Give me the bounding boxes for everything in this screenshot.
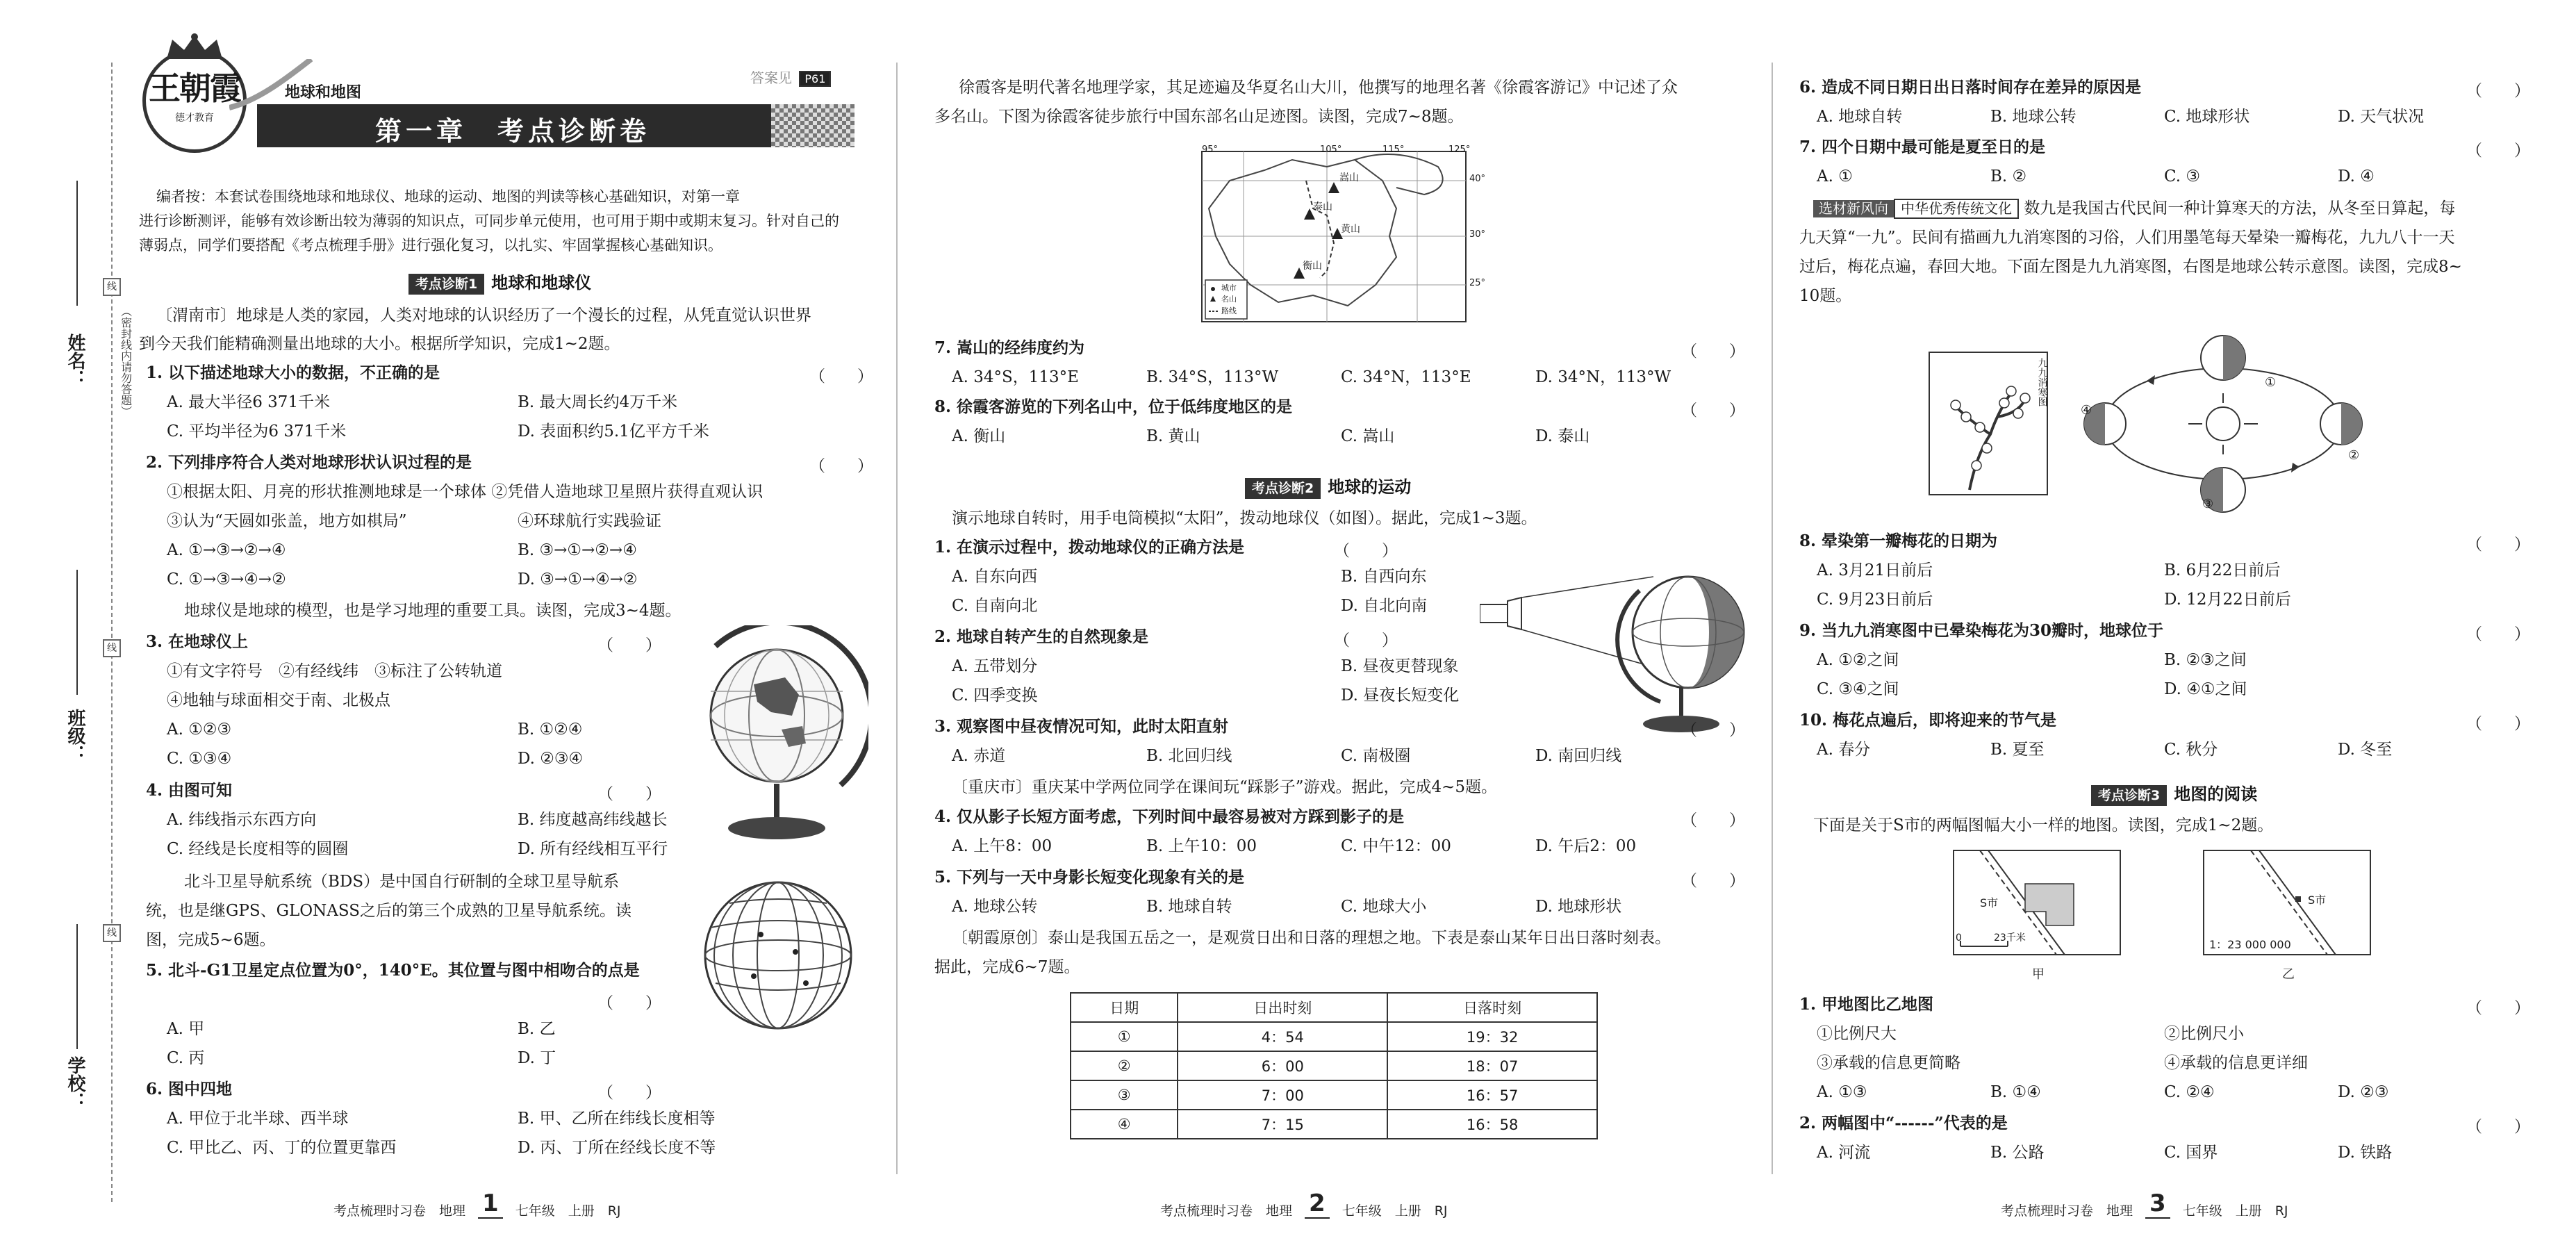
- answer-reference: [750, 69, 828, 87]
- badge-title: 地球和地球仪: [491, 273, 592, 293]
- editor-note-line: 薄弱点，同学们要搭配《考点梳理手册》进行强化复习，以扎实、牢固掌握核心基础知识。: [139, 237, 723, 254]
- option[interactable]: A. ①→③→②→④: [167, 541, 286, 559]
- option[interactable]: D. 丙、丁所在经线长度不等: [518, 1139, 716, 1157]
- option[interactable]: D. 午后2：00: [1535, 837, 1637, 855]
- map-name: 甲: [2032, 967, 2045, 982]
- option[interactable]: B. ②: [1990, 167, 2027, 186]
- legend-label: 城市: [1221, 283, 1237, 293]
- option[interactable]: B. ①④: [1990, 1083, 2041, 1101]
- seal-notice: （密封线内请勿答题）: [119, 306, 133, 417]
- demo-intro: 演示地球自转时，用手电筒模拟“太阳”，拨动地球仪（如图）。据此，完成1~3题。: [952, 509, 1537, 527]
- option[interactable]: B. 6月22日前后: [2164, 561, 2281, 579]
- option[interactable]: A. 最大半径6 371千米: [167, 393, 331, 411]
- question-items: ①比例尺大: [1817, 1025, 1897, 1043]
- question-items: ④承载的信息更详细: [2164, 1054, 2308, 1072]
- answer-blank[interactable]: （ ）: [1681, 872, 1745, 890]
- orbit-label: ①: [2265, 375, 2277, 390]
- option[interactable]: D. 地球形状: [1535, 898, 1622, 916]
- table-row: [1071, 1022, 1597, 1051]
- option[interactable]: D. 铁路: [2338, 1144, 2393, 1162]
- mountain-label: 泰山: [1313, 201, 1332, 213]
- option[interactable]: A. 纬线指示东西方向: [167, 811, 317, 829]
- topic-badge-1: [408, 272, 591, 293]
- mountain-label: 黄山: [1341, 224, 1360, 235]
- option[interactable]: B. 纬度越高纬线越长: [518, 811, 668, 829]
- culture-intro: 10题。: [1799, 287, 1852, 305]
- binding-margin: [0, 0, 133, 1243]
- intro-line: 到今天我们能精确测量出地球的大小。根据所学知识，完成1~2题。: [139, 335, 620, 353]
- class-line: [76, 570, 78, 695]
- question-1: 1. 以下描述地球大小的数据，不正确的是: [146, 363, 440, 382]
- option[interactable]: A. 地球公转: [952, 898, 1038, 916]
- answer-blank[interactable]: （ ）: [2466, 715, 2530, 733]
- answer-blank[interactable]: （ ）: [809, 368, 873, 386]
- table-cell: 16：57: [1387, 1080, 1597, 1110]
- option[interactable]: D. 昼夜长短变化: [1341, 686, 1460, 705]
- option[interactable]: B. 夏至: [1990, 741, 2045, 759]
- seal-marker: 线: [103, 924, 121, 942]
- question-items: ④地轴与球面相交于南、北极点: [167, 691, 390, 709]
- option[interactable]: B. ①②④: [518, 721, 583, 739]
- page-number: 1: [478, 1190, 503, 1219]
- bds-intro: 图，完成5~6题。: [146, 931, 276, 949]
- question-2: 2. 下列排序符合人类对地球形状认识过程的是: [146, 453, 472, 472]
- answer-blank[interactable]: （ ）: [1681, 402, 1745, 420]
- option[interactable]: A. 34°S，113°E: [952, 368, 1079, 386]
- page-footer: [333, 1190, 621, 1223]
- question-items: ③认为“天圆如张盖，地方如棋局”: [167, 512, 407, 530]
- question-2: 2. 地球自转产生的自然现象是: [934, 627, 1149, 646]
- answer-blank[interactable]: （ ）: [2466, 1118, 2530, 1136]
- question-10: 10. 梅花点遍后，即将迎来的节气是: [1799, 711, 2057, 730]
- seal-marker: 线: [103, 639, 121, 657]
- option[interactable]: D. ③→①→④→②: [518, 570, 638, 588]
- badge-key: 考点诊断2: [1245, 478, 1321, 499]
- map-city-label: S市: [2308, 894, 2327, 907]
- orbit-label: ③: [2202, 497, 2214, 511]
- option[interactable]: C. ②④: [2164, 1083, 2215, 1101]
- option[interactable]: C. ①→③→④→②: [167, 570, 286, 588]
- badge-title: 地图的阅读: [2174, 784, 2258, 804]
- option[interactable]: A. 甲位于北半球、西半球: [167, 1110, 349, 1128]
- map-lon-label: 95°: [1202, 145, 1219, 155]
- table-row: [1071, 1051, 1597, 1080]
- option[interactable]: A. ①③: [1817, 1083, 1867, 1101]
- question-items: ④环球航行实践验证: [518, 512, 661, 530]
- answer-blank[interactable]: （ ）: [1681, 812, 1745, 830]
- option[interactable]: C. 丙: [167, 1049, 205, 1067]
- xu-intro: 徐霞客是明代著名地理学家，其足迹遍及华夏名山大川，他撰写的地理名著《徐霞客游记》中记述了众: [959, 79, 1678, 97]
- question-1: 1. 甲地图比乙地图: [1799, 995, 1934, 1014]
- table-cell: 4：54: [1178, 1022, 1387, 1051]
- option[interactable]: D. 泰山: [1535, 427, 1590, 445]
- culture-intro: 过后，梅花点遍，春回大地。下面左图是九九消寒图，右图是地球公转示意图。读图，完成8~: [1799, 258, 2462, 276]
- sunrise-sunset-table: [1070, 992, 1598, 1139]
- answer-blank[interactable]: （ ）: [1334, 632, 1398, 650]
- editor-note-line: 编者按：本套试卷围绕地球和地球仪、地球的运动、地图的判读等核心基础知识，对第一章: [156, 188, 740, 205]
- taishan-intro: 〔朝霞原创〕泰山是我国五岳之一，是观赏日出和日落的理想之地。下表是泰山某年日出日落时刻表。: [952, 929, 1671, 947]
- table-header: 日期: [1071, 993, 1178, 1022]
- culture-intro-text: 数九是我国古代民间一种计算寒天的方法，从冬至日算起，每: [2024, 199, 2456, 217]
- option[interactable]: D. 天气状况: [2338, 108, 2425, 126]
- editor-note-line: 进行诊断测评，能够有效诊断出较为薄弱的知识点，可同步单元使用，也可用于期中或期末复习。针对自己的: [139, 213, 839, 229]
- intro-line: 〔渭南市〕地球是人类的家园，人类对地球的认识经历了一个漫长的过程，从凭直觉认识世界: [156, 306, 811, 324]
- table-row: [1071, 1110, 1597, 1139]
- table-cell: ②: [1071, 1051, 1178, 1080]
- option[interactable]: D. 丁: [518, 1049, 556, 1067]
- footer-right: 七年级 上册 RJ: [515, 1203, 621, 1219]
- option[interactable]: C. 嵩山: [1341, 427, 1395, 445]
- map-scale-zero: 0: [1956, 932, 1962, 944]
- page-number: 3: [2145, 1190, 2170, 1219]
- plum-blossom-figure: [1928, 351, 2049, 497]
- map-jia-figure: [1952, 849, 2126, 960]
- option[interactable]: A. 河流: [1817, 1144, 1871, 1162]
- answer-blank[interactable]: （ ）: [2466, 142, 2530, 160]
- page-footer: [1160, 1190, 1448, 1223]
- question-9: 9. 当九九消寒图中已晕染梅花为30瓣时，地球位于: [1799, 621, 2164, 640]
- option[interactable]: A. 五带划分: [952, 657, 1038, 675]
- class-label: 班级：: [65, 709, 85, 763]
- option[interactable]: B. 34°S，113°W: [1146, 368, 1279, 386]
- tag-culture: 中华优秀传统文化: [1894, 199, 2019, 219]
- answer-blank[interactable]: （ ）: [809, 457, 873, 475]
- option[interactable]: C. 地球形状: [2164, 108, 2250, 126]
- answer-blank[interactable]: （ ）: [597, 636, 661, 655]
- name-label: 姓名：: [65, 334, 85, 388]
- crown-icon: [160, 33, 229, 60]
- desk-globe-figure: [688, 625, 868, 848]
- option[interactable]: B. 黄山: [1146, 427, 1200, 445]
- option[interactable]: B. 上午10：00: [1146, 837, 1257, 855]
- question-5: 5. 北斗-G1卫星定点位置为0°，140°E。其位置与图中相吻合的点是: [146, 961, 640, 980]
- bds-intro: 统，也是继GPS、GLONASS之后的第三个成熟的卫星导航系统。读: [146, 902, 631, 920]
- option[interactable]: B. 地球公转: [1990, 108, 2077, 126]
- answer-blank[interactable]: （ ）: [597, 994, 661, 1012]
- option[interactable]: B. 北回归线: [1146, 747, 1232, 765]
- cq-intro: 〔重庆市〕重庆某中学两位同学在课间玩“踩影子”游戏。据此，完成4~5题。: [952, 778, 1498, 796]
- table-cell: 18：07: [1387, 1051, 1597, 1080]
- answer-blank[interactable]: （ ）: [1681, 343, 1745, 361]
- option[interactable]: A. ①②之间: [1817, 651, 1899, 669]
- table-cell: 16：58: [1387, 1110, 1597, 1139]
- page-3: [1772, 0, 2576, 1243]
- answer-blank[interactable]: （ ）: [2466, 82, 2530, 100]
- school-line: [76, 924, 78, 1049]
- question-4: 4. 仅从影子长短方面考虑，下列时间中最容易被对方踩到影子的是: [934, 807, 1405, 826]
- question-items: ①根据太阳、月亮的形状推测地球是一个球体 ②凭借人造地球卫星照片获得直观认识: [167, 483, 763, 501]
- option[interactable]: D. 冬至: [2338, 741, 2393, 759]
- question-2: 2. 两幅图中“------”代表的是: [1799, 1114, 2008, 1133]
- option[interactable]: B. 公路: [1990, 1144, 2045, 1162]
- option[interactable]: A. 春分: [1817, 741, 1871, 759]
- chapter-title: 第一章 考点诊断卷: [375, 116, 651, 147]
- option[interactable]: B. 甲、乙所在纬线长度相等: [518, 1110, 716, 1128]
- flashlight-globe-figure: [1480, 563, 1751, 736]
- option[interactable]: A. 地球自转: [1817, 108, 1903, 126]
- table-cell: ④: [1071, 1110, 1178, 1139]
- question-5: 5. 下列与一天中身影长短变化现象有关的是: [934, 868, 1245, 887]
- option[interactable]: C. 国界: [2164, 1144, 2218, 1162]
- plum-chart-title: 九九消寒图: [2036, 358, 2048, 406]
- bds-intro: 北斗卫星导航系统（BDS）是中国自行研制的全球卫星导航系: [184, 873, 620, 891]
- option[interactable]: B. 乙: [518, 1020, 556, 1038]
- map-lat-label: 40°: [1469, 174, 1486, 184]
- option[interactable]: B. ②③之间: [2164, 651, 2247, 669]
- answer-blank[interactable]: （ ）: [597, 1084, 661, 1102]
- option[interactable]: A. 上午8：00: [952, 837, 1052, 855]
- legend-label: 路线: [1221, 306, 1237, 315]
- option[interactable]: A. 自东向西: [952, 568, 1038, 586]
- seal-marker: 线: [103, 278, 121, 296]
- option[interactable]: A. ①: [1817, 167, 1853, 186]
- option[interactable]: D. ④①之间: [2164, 680, 2247, 698]
- footer-left: 考点梳理时习卷 地理: [333, 1203, 466, 1219]
- footer-right: 七年级 上册 RJ: [2182, 1203, 2288, 1219]
- option[interactable]: B. 自西向东: [1341, 568, 1427, 586]
- question-6: 6. 图中四地: [146, 1080, 233, 1098]
- option[interactable]: C. 四季变换: [952, 686, 1038, 705]
- question-7: 7. 嵩山的经纬度约为: [934, 338, 1085, 357]
- question-7: 7. 四个日期中最可能是夏至日的是: [1799, 138, 2046, 156]
- table-header: 日落时刻: [1387, 993, 1597, 1022]
- mountain-label: 嵩山: [1339, 172, 1359, 183]
- question-items: ③承载的信息更简略: [1817, 1054, 1960, 1072]
- option[interactable]: D. ④: [2338, 167, 2375, 186]
- option[interactable]: D. 所有经线相互平行: [518, 840, 668, 858]
- map-lon-label: 105°: [1320, 145, 1342, 155]
- table-row: [1071, 1080, 1597, 1110]
- option[interactable]: D. 12月22日前后: [2164, 591, 2291, 609]
- question-8: 8. 徐霞客游览的下列名山中，位于低纬度地区的是: [934, 397, 1293, 416]
- chapter-header: [257, 104, 854, 147]
- answer-ref-label: 答案见: [750, 69, 792, 86]
- answer-blank[interactable]: （ ）: [597, 785, 661, 803]
- option[interactable]: A. ①②③: [167, 721, 232, 739]
- question-3: 3. 观察图中昼夜情况可知，此时太阳直射: [934, 717, 1229, 736]
- table-cell: 7：15: [1178, 1110, 1387, 1139]
- table-cell: 7：00: [1178, 1080, 1387, 1110]
- option[interactable]: B. ③→①→②→④: [518, 541, 637, 559]
- option[interactable]: A. 赤道: [952, 747, 1006, 765]
- option[interactable]: B. 最大周长约4万千米: [518, 393, 678, 411]
- earth-orbit-figure: [2077, 327, 2369, 521]
- option[interactable]: D. 表面积约5.1亿平方千米: [518, 422, 709, 441]
- section-small-title: 地球和地图: [285, 84, 362, 101]
- map-intro: 下面是关于S市的两幅图幅大小一样的地图。读图，完成1~2题。: [1813, 816, 2274, 834]
- footer-left: 考点梳理时习卷 地理: [2001, 1203, 2133, 1219]
- option[interactable]: D. ②③: [2338, 1083, 2389, 1101]
- option[interactable]: C. 中午12：00: [1341, 837, 1451, 855]
- table-header-row: [1071, 993, 1597, 1022]
- option[interactable]: D. ②③④: [518, 750, 584, 768]
- seal-dashed-line: [111, 63, 113, 1202]
- option[interactable]: C. 地球大小: [1341, 898, 1427, 916]
- orbit-label: ④: [2081, 403, 2092, 418]
- map-lon-label: 125°: [1448, 145, 1471, 155]
- answer-blank[interactable]: （ ）: [1681, 721, 1745, 739]
- mountain-map-figure: [1188, 139, 1487, 334]
- question-items: ①有文字符号 ②有经线纬 ③标注了公转轨道: [167, 662, 502, 680]
- orbit-label: ②: [2348, 448, 2360, 463]
- map-lat-label: 30°: [1469, 229, 1486, 240]
- globe-intro: 地球仪是地球的模型，也是学习地理的重要工具。读图，完成3~4题。: [184, 602, 682, 620]
- question-1: 1. 在演示过程中，拨动地球仪的正确方法是: [934, 538, 1245, 557]
- page-2: [896, 0, 1772, 1243]
- question-items: ②比例尺小: [2164, 1025, 2244, 1043]
- option[interactable]: C. 南极圈: [1341, 747, 1411, 765]
- footer-left: 考点梳理时习卷 地理: [1160, 1203, 1293, 1219]
- option[interactable]: C. ③④之间: [1817, 680, 1899, 698]
- option[interactable]: D. 南回归线: [1535, 747, 1622, 765]
- option[interactable]: C. 34°N，113°E: [1341, 368, 1471, 386]
- option[interactable]: D. 34°N，113°W: [1535, 368, 1671, 386]
- header-pattern: [771, 104, 854, 147]
- option[interactable]: C. 平均半径为6 371千米: [167, 422, 347, 441]
- table-cell: 19：32: [1387, 1022, 1597, 1051]
- table-cell: ③: [1071, 1080, 1178, 1110]
- option[interactable]: C. ③: [2164, 167, 2201, 186]
- school-label: 学校：: [65, 1056, 85, 1110]
- mountain-label: 衡山: [1303, 261, 1322, 272]
- badge-title: 地球的运动: [1328, 477, 1412, 497]
- answer-blank[interactable]: （ ）: [2466, 625, 2530, 643]
- page-footer: [2001, 1190, 2288, 1223]
- map-scale-label: 23千米: [1994, 932, 2026, 944]
- legend-label: 名山: [1221, 295, 1237, 304]
- topic-badge-3: [2091, 784, 2257, 805]
- map-lon-label: 115°: [1382, 145, 1405, 155]
- culture-intro: [1813, 199, 2455, 219]
- question-8: 8. 晕染第一瓣梅花的日期为: [1799, 532, 1998, 550]
- table-cell: 6：00: [1178, 1051, 1387, 1080]
- table-cell: ①: [1071, 1022, 1178, 1051]
- question-6: 6. 造成不同日期日出日落时间存在差异的原因是: [1799, 78, 2142, 97]
- option[interactable]: C. 秋分: [2164, 741, 2218, 759]
- name-line: [76, 181, 78, 306]
- option[interactable]: B. 昼夜更替现象: [1341, 657, 1459, 675]
- map-lat-label: 25°: [1469, 278, 1486, 288]
- map-city-label: S市: [1980, 896, 1999, 909]
- option[interactable]: A. 甲: [167, 1020, 205, 1038]
- option[interactable]: B. 地球自转: [1146, 898, 1232, 916]
- tag-trend: 选材新风向: [1813, 200, 1894, 217]
- taishan-intro: 据此，完成6~7题。: [934, 958, 1080, 976]
- logo-subtext: 德才教育: [175, 113, 214, 124]
- xu-intro: 多名山。下图为徐霞客徒步旅行中国东部名山足迹图。读图，完成7~8题。: [934, 108, 1464, 126]
- option[interactable]: C. 甲比乙、丙、丁的位置更靠西: [167, 1139, 397, 1157]
- culture-intro: 九天算“一九”。民间有描画九九消寒图的习俗，人们用墨笔每天晕染一瓣梅花，九九八十一天: [1799, 229, 2455, 247]
- option[interactable]: C. 自南向北: [952, 597, 1038, 615]
- logo-text: 王朝霞: [149, 69, 240, 107]
- map-scale-label: 1：23 000 000: [2209, 938, 2291, 951]
- map-name: 乙: [2282, 967, 2295, 982]
- option[interactable]: C. ①③④: [167, 750, 232, 768]
- option[interactable]: A. 3月21日前后: [1817, 561, 1933, 579]
- answer-ref-page[interactable]: P61: [799, 71, 831, 87]
- question-3: 3. 在地球仪上: [146, 632, 249, 651]
- question-4: 4. 由图可知: [146, 781, 233, 800]
- option[interactable]: D. 自北向南: [1341, 597, 1428, 615]
- badge-key: 考点诊断3: [2091, 785, 2167, 806]
- page-1: [0, 0, 896, 1243]
- badge-key: 考点诊断1: [408, 274, 484, 295]
- option[interactable]: C. 经线是长度相等的圆圈: [167, 840, 349, 858]
- page-number: 2: [1305, 1190, 1330, 1219]
- answer-blank[interactable]: （ ）: [1334, 542, 1398, 560]
- footer-right: 七年级 上册 RJ: [1341, 1203, 1448, 1219]
- option[interactable]: A. 衡山: [952, 427, 1006, 445]
- answer-blank[interactable]: （ ）: [2466, 999, 2530, 1017]
- topic-badge-2: [1245, 477, 1411, 497]
- option[interactable]: C. 9月23日前后: [1817, 591, 1933, 609]
- answer-blank[interactable]: （ ）: [2466, 536, 2530, 554]
- table-header: 日出时刻: [1178, 993, 1387, 1022]
- graticule-globe-figure: [691, 869, 865, 1035]
